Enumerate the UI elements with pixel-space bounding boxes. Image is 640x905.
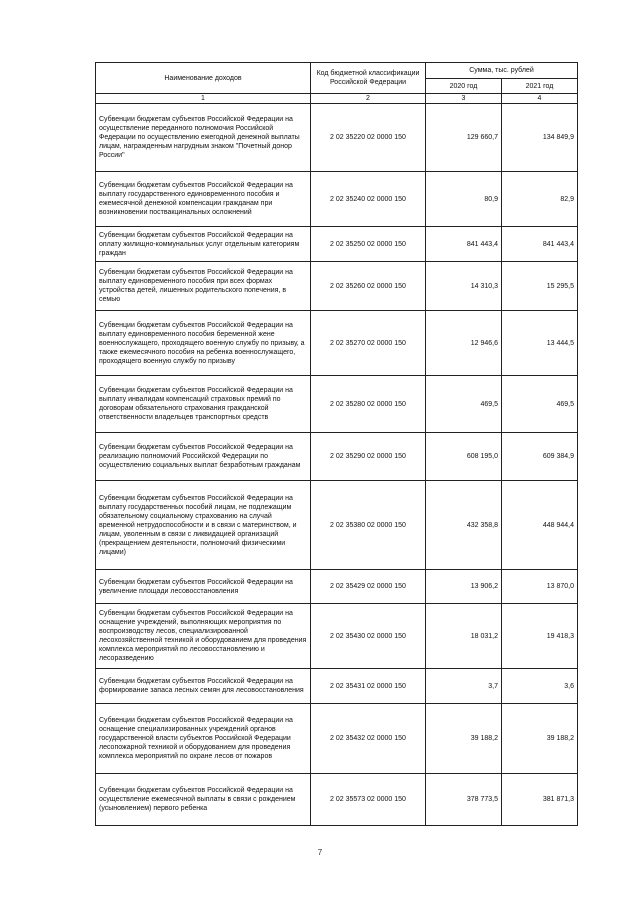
- row-value-2021: 3,6: [502, 669, 578, 704]
- row-code: 2 02 35220 02 0000 150: [311, 104, 426, 172]
- row-code: 2 02 35250 02 0000 150: [311, 227, 426, 262]
- row-name: Субвенции бюджетам субъектов Российской Федерации на формирование запаса лесных семян для лесовосстановления: [96, 669, 311, 704]
- header-sum: Сумма, тыс. рублей: [426, 63, 578, 79]
- table-row: [96, 570, 578, 604]
- row-code: 2 02 35260 02 0000 150: [311, 262, 426, 311]
- row-name: Субвенции бюджетам субъектов Российской Федерации на оплату жилищно-коммунальных услуг отдельным категориям граждан: [96, 227, 311, 262]
- table-row: [96, 376, 578, 433]
- row-value-2020: 432 358,8: [426, 481, 502, 570]
- row-name: Субвенции бюджетам субъектов Российской Федерации на реализацию полномочий Российской Федерации по осуществлению социальных выплат безработным гражданам: [96, 433, 311, 481]
- row-value-2020: 608 195,0: [426, 433, 502, 481]
- table-row: [96, 311, 578, 376]
- row-name: Субвенции бюджетам субъектов Российской Федерации на выплату единовременного пособия беременной жене военнослужащего, проходящего военную службу по призыву, а также ежемесячного пособия на ребенка военнослужащего, проходящего военную службу по призыву: [96, 311, 311, 376]
- table-row: [96, 604, 578, 669]
- row-name: Субвенции бюджетам субъектов Российской Федерации на выплату инвалидам компенсаций страховых премий по договорам обязательного страхования гражданской ответственности владельцев транспортных средств: [96, 376, 311, 433]
- row-name: Субвенции бюджетам субъектов Российской Федерации на осуществление переданного полномочия Российской Федерации по осуществлению ежегодной денежной выплаты лицам, награжденным нагрудным знаком "Почетный донор России": [96, 104, 311, 172]
- row-value-2020: 13 906,2: [426, 570, 502, 604]
- table-row: [96, 172, 578, 227]
- row-value-2020: 378 773,5: [426, 774, 502, 826]
- row-name: Субвенции бюджетам субъектов Российской Федерации на выплату государственного единовременного пособия и ежемесячной денежной компенсации гражданам при возникновении поствакцинальных осложнений: [96, 172, 311, 227]
- row-code: 2 02 35431 02 0000 150: [311, 669, 426, 704]
- table-row: [96, 227, 578, 262]
- column-number-3: 3: [426, 94, 502, 104]
- row-value-2020: 3,7: [426, 669, 502, 704]
- row-code: 2 02 35573 02 0000 150: [311, 774, 426, 826]
- row-value-2020: 18 031,2: [426, 604, 502, 669]
- table-row: [96, 774, 578, 826]
- row-value-2021: 469,5: [502, 376, 578, 433]
- row-value-2020: 80,9: [426, 172, 502, 227]
- row-name: Субвенции бюджетам субъектов Российской Федерации на оснащение специализированных учреждений органов государственной власти субъектов Российской Федерации лесопожарной техникой и оборудованием для проведения комплекса мероприятий по охране лесов от пожаров: [96, 704, 311, 774]
- row-code: 2 02 35290 02 0000 150: [311, 433, 426, 481]
- table-row: [96, 481, 578, 570]
- row-value-2021: 134 849,9: [502, 104, 578, 172]
- row-name: Субвенции бюджетам субъектов Российской Федерации на увеличение площади лесовосстановления: [96, 570, 311, 604]
- row-value-2020: 469,5: [426, 376, 502, 433]
- column-number-4: 4: [502, 94, 578, 104]
- row-code: 2 02 35432 02 0000 150: [311, 704, 426, 774]
- row-value-2021: 448 944,4: [502, 481, 578, 570]
- row-value-2021: 841 443,4: [502, 227, 578, 262]
- table-row: [96, 433, 578, 481]
- row-value-2021: 15 295,5: [502, 262, 578, 311]
- row-value-2021: 19 418,3: [502, 604, 578, 669]
- table-row: [96, 704, 578, 774]
- row-code: 2 02 35270 02 0000 150: [311, 311, 426, 376]
- row-value-2020: 129 660,7: [426, 104, 502, 172]
- table-row: [96, 104, 578, 172]
- row-value-2021: 381 871,3: [502, 774, 578, 826]
- header-year-2020: 2020 год: [426, 79, 502, 94]
- row-name: Субвенции бюджетам субъектов Российской Федерации на выплату единовременного пособия при всех формах устройства детей, лишенных родительского попечения, в семью: [96, 262, 311, 311]
- header-name: Наименование доходов: [96, 63, 311, 94]
- header-code: Код бюджетной классификации Российской Федерации: [311, 63, 426, 94]
- row-value-2021: 39 188,2: [502, 704, 578, 774]
- row-value-2021: 82,9: [502, 172, 578, 227]
- revenue-table: [95, 62, 578, 826]
- row-code: 2 02 35430 02 0000 150: [311, 604, 426, 669]
- page-number: 7: [317, 848, 323, 857]
- row-value-2021: 609 384,9: [502, 433, 578, 481]
- column-number-1: 1: [96, 94, 311, 104]
- table-row: [96, 262, 578, 311]
- row-name: Субвенции бюджетам субъектов Российской Федерации на выплату государственных пособий лицам, не подлежащим обязательному социальному страхованию на случай временной нетрудоспособности и в связи с материнством, и лицам, уволенным в связи с ликвидацией организаций (прекращением деятельности, полномочий физическими лицами): [96, 481, 311, 570]
- row-code: 2 02 35240 02 0000 150: [311, 172, 426, 227]
- row-code: 2 02 35280 02 0000 150: [311, 376, 426, 433]
- row-code: 2 02 35380 02 0000 150: [311, 481, 426, 570]
- row-value-2020: 841 443,4: [426, 227, 502, 262]
- header-year-2021: 2021 год: [502, 79, 578, 94]
- row-value-2020: 12 946,6: [426, 311, 502, 376]
- row-value-2020: 14 310,3: [426, 262, 502, 311]
- row-value-2020: 39 188,2: [426, 704, 502, 774]
- row-name: Субвенции бюджетам субъектов Российской Федерации на оснащение учреждений, выполняющих мероприятия по воспроизводству лесов, специализированной лесохозяйственной техникой и оборудованием для проведения комплекса мероприятий по лесовосстановлению и лесоразведению: [96, 604, 311, 669]
- row-value-2021: 13 870,0: [502, 570, 578, 604]
- table-row: [96, 669, 578, 704]
- column-number-2: 2: [311, 94, 426, 104]
- row-code: 2 02 35429 02 0000 150: [311, 570, 426, 604]
- row-name: Субвенции бюджетам субъектов Российской Федерации на осуществление ежемесячной выплаты в связи с рождением (усыновлением) первого ребенка: [96, 774, 311, 826]
- row-value-2021: 13 444,5: [502, 311, 578, 376]
